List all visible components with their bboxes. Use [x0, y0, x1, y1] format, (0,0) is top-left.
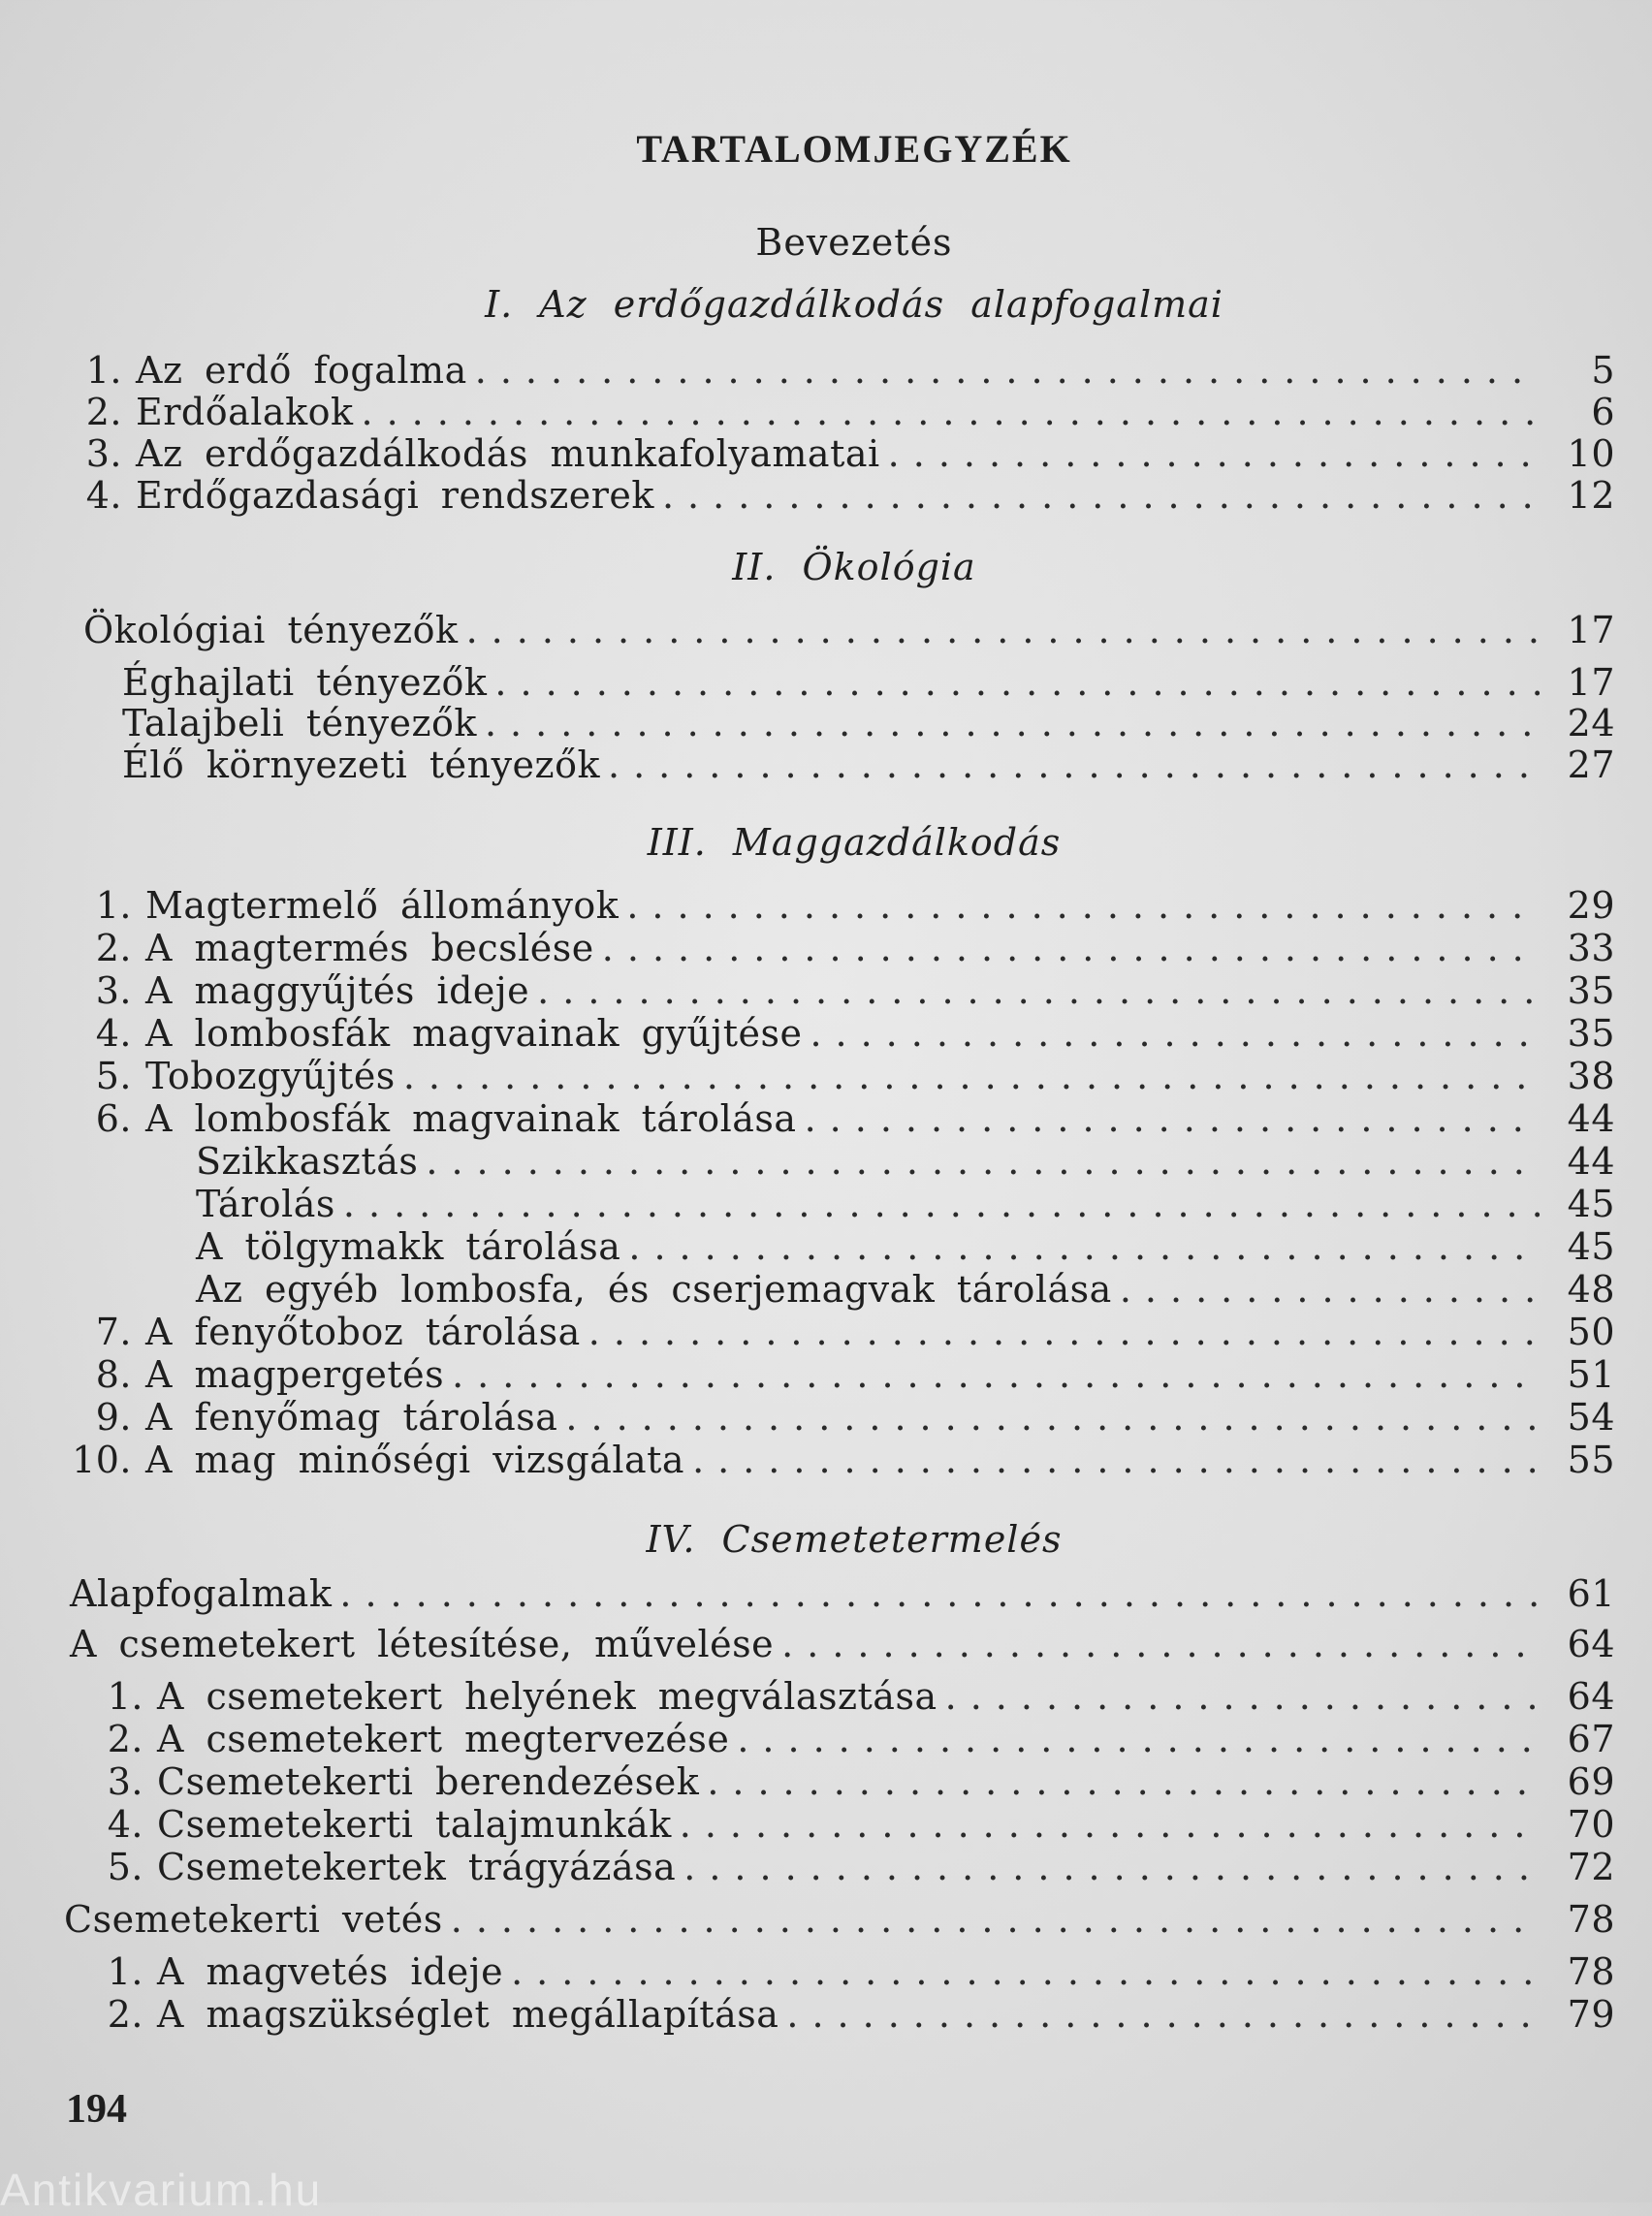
entry-page: 54 — [1567, 1396, 1615, 1439]
entry-title: A maggyűjtés ideje — [145, 969, 530, 1012]
section-heading-1: I. Az erdőgazdálkodás alapfogalmai — [485, 283, 1223, 326]
entry-number: 1. — [107, 1675, 143, 1718]
entry-title: Csemetekertek trágyázása — [157, 1846, 677, 1888]
entry-title: A lombosfák magvainak gyűjtése — [145, 1012, 803, 1055]
entry-title: A lombosfák magvainak tárolása — [145, 1097, 797, 1140]
entry-page: 27 — [1567, 744, 1615, 786]
entry-page: 67 — [1567, 1718, 1615, 1760]
leader-dots — [626, 884, 1540, 927]
entry-number: 8. — [95, 1353, 132, 1396]
toc-entry — [70, 1572, 1615, 1615]
entry-number: 1. — [107, 1950, 143, 1993]
entry-number: 6. — [95, 1097, 132, 1140]
entry-title: Erdőalakok — [136, 391, 354, 433]
entry-number: 10. — [72, 1439, 132, 1481]
entry-page: 29 — [1567, 884, 1615, 927]
entry-title: Tobozgyűjtés — [145, 1055, 396, 1097]
entry-number: 1. — [95, 884, 132, 927]
section-heading-4: IV. Csemetetermelés — [646, 1518, 1063, 1561]
leader-dots — [628, 1225, 1540, 1268]
entry-number: 9. — [95, 1396, 132, 1439]
toc-entry — [107, 1950, 1615, 1993]
entry-number: 4. — [107, 1803, 143, 1846]
toc-entry — [107, 1993, 1615, 2036]
toc-entry — [70, 1439, 1615, 1481]
entry-number: 2. — [107, 1718, 143, 1760]
entry-title: A tölgymakk tárolása — [196, 1225, 621, 1268]
leader-dots — [786, 1993, 1540, 2036]
toc-entry — [85, 349, 1615, 392]
entry-title: A fenyőmag tárolása — [145, 1396, 558, 1439]
toc-entry — [107, 1718, 1615, 1760]
entry-page: 33 — [1567, 927, 1615, 969]
leader-dots — [692, 1439, 1540, 1481]
leader-dots — [511, 1950, 1540, 1993]
leader-dots — [805, 1097, 1540, 1140]
leader-dots — [343, 1183, 1540, 1225]
entry-page: 35 — [1567, 969, 1615, 1012]
toc-entry — [85, 432, 1615, 475]
toc-entry — [93, 969, 1615, 1012]
entry-page: 48 — [1567, 1268, 1615, 1311]
entry-page: 70 — [1567, 1803, 1615, 1846]
leader-dots — [737, 1718, 1540, 1760]
leader-dots — [339, 1572, 1540, 1615]
entry-title: A mag minőségi vizsgálata — [145, 1439, 685, 1481]
page-title: TARTALOMJEGYZÉK — [636, 127, 1072, 171]
leader-dots — [683, 1846, 1540, 1888]
toc-entry — [83, 609, 1615, 651]
entry-page: 50 — [1567, 1311, 1615, 1353]
entry-title: Az erdő fogalma — [136, 349, 467, 392]
entry-number: 7. — [95, 1311, 132, 1353]
entry-number: 2. — [95, 927, 132, 969]
entry-title: A magpergetés — [145, 1353, 445, 1396]
entry-page: 55 — [1567, 1439, 1615, 1481]
toc-entry — [196, 1268, 1615, 1311]
leader-dots — [403, 1055, 1540, 1097]
entry-title: Tárolás — [196, 1183, 335, 1225]
entry-title: A csemetekert helyének megválasztása — [157, 1675, 937, 1718]
entry-title: A csemetekert létesítése, művelése — [70, 1623, 775, 1665]
entry-page: 51 — [1567, 1353, 1615, 1396]
leader-dots — [452, 1353, 1540, 1396]
leader-dots — [781, 1623, 1540, 1665]
entry-number: 4. — [85, 474, 122, 517]
toc-entry — [85, 474, 1615, 517]
entry-number: 5. — [95, 1055, 132, 1097]
entry-page: 38 — [1567, 1055, 1615, 1097]
toc-entry — [122, 661, 1615, 704]
entry-page: 79 — [1567, 1993, 1615, 2036]
entry-number: 2. — [85, 391, 122, 433]
entry-title: Alapfogalmak — [70, 1572, 333, 1615]
entry-number: 3. — [85, 432, 122, 475]
section-heading-3: III. Maggazdálkodás — [647, 821, 1062, 864]
leader-dots — [1120, 1268, 1540, 1311]
leader-dots — [588, 1311, 1540, 1353]
entry-number: 3. — [107, 1760, 143, 1803]
watermark: Antikvarium.hu — [0, 2165, 323, 2215]
entry-number: 3. — [95, 969, 132, 1012]
entry-title: Talajbeli tényezők — [122, 702, 477, 744]
entry-page: 35 — [1567, 1012, 1615, 1055]
toc-entry — [70, 1623, 1615, 1665]
leader-dots — [680, 1803, 1540, 1846]
entry-number: 2. — [107, 1993, 143, 2036]
entry-title: Erdőgazdasági rendszerek — [136, 474, 654, 517]
toc-entry — [93, 1055, 1615, 1097]
intro-heading: Bevezetés — [755, 221, 953, 264]
entry-title: A magszükséglet megállapítása — [157, 1993, 779, 2036]
entry-title: Magtermelő állományok — [145, 884, 620, 927]
leader-dots — [602, 927, 1540, 969]
toc-entry — [196, 1183, 1615, 1225]
toc-entry — [122, 744, 1615, 786]
entry-page: 78 — [1567, 1898, 1615, 1941]
entry-title: Szikkasztás — [196, 1140, 419, 1183]
leader-dots — [810, 1012, 1540, 1055]
entry-title: Csemetekerti vetés — [64, 1898, 443, 1941]
section-heading-2: II. Ökológia — [732, 546, 976, 588]
entry-title: Az erdőgazdálkodás munkafolyamatai — [136, 432, 880, 475]
entry-title: Az egyéb lombosfa, és cserjemagvak tárolása — [196, 1268, 1112, 1311]
toc-entry — [107, 1675, 1615, 1718]
leader-dots — [662, 474, 1540, 517]
leader-dots — [426, 1140, 1540, 1183]
toc-entry — [107, 1803, 1615, 1846]
entry-page: 72 — [1567, 1846, 1615, 1888]
toc-entry — [122, 702, 1615, 744]
entry-title: Ökológiai tényezők — [83, 609, 459, 651]
toc-entry — [107, 1846, 1615, 1888]
entry-number: 5. — [107, 1846, 143, 1888]
toc-entry — [196, 1140, 1615, 1183]
entry-number: 1. — [85, 349, 122, 392]
entry-page: 5 — [1591, 349, 1615, 392]
entry-title: Csemetekerti berendezések — [157, 1760, 700, 1803]
entry-page: 6 — [1591, 391, 1615, 433]
page-number: 194 — [66, 2087, 127, 2132]
toc-entry — [107, 1760, 1615, 1803]
entry-page: 78 — [1567, 1950, 1615, 1993]
toc-entry — [85, 391, 1615, 433]
leader-dots — [494, 661, 1540, 704]
entry-title: A csemetekert megtervezése — [157, 1718, 730, 1760]
entry-title: A fenyőtoboz tárolása — [145, 1311, 581, 1353]
entry-page: 45 — [1567, 1225, 1615, 1268]
entry-page: 17 — [1567, 661, 1615, 704]
entry-page: 69 — [1567, 1760, 1615, 1803]
toc-entry — [93, 1353, 1615, 1396]
entry-title: Csemetekerti talajmunkák — [157, 1803, 672, 1846]
leader-dots — [945, 1675, 1540, 1718]
entry-page: 61 — [1567, 1572, 1615, 1615]
entry-page: 17 — [1567, 609, 1615, 651]
leader-dots — [485, 702, 1540, 744]
toc-entry — [64, 1898, 1615, 1941]
entry-page: 64 — [1567, 1623, 1615, 1665]
toc-entry — [93, 1012, 1615, 1055]
leader-dots — [707, 1760, 1540, 1803]
entry-number: 4. — [95, 1012, 132, 1055]
entry-title: Élő környezeti tényezők — [122, 744, 600, 786]
entry-page: 44 — [1567, 1140, 1615, 1183]
toc-entry — [93, 1097, 1615, 1140]
entry-title: A magvetés ideje — [157, 1950, 504, 1993]
leader-dots — [451, 1898, 1540, 1941]
toc-entry — [93, 1396, 1615, 1439]
leader-dots — [537, 969, 1540, 1012]
entry-page: 45 — [1567, 1183, 1615, 1225]
entry-page: 64 — [1567, 1675, 1615, 1718]
leader-dots — [608, 744, 1540, 786]
entry-page: 10 — [1567, 432, 1615, 475]
toc-entry — [93, 927, 1615, 969]
entry-title: Éghajlati tényezők — [122, 661, 488, 704]
leader-dots — [475, 349, 1540, 392]
leader-dots — [466, 609, 1540, 651]
leader-dots — [565, 1396, 1540, 1439]
entry-page: 44 — [1567, 1097, 1615, 1140]
leader-dots — [362, 391, 1540, 433]
toc-entry — [93, 1311, 1615, 1353]
leader-dots — [888, 432, 1540, 475]
entry-page: 24 — [1567, 702, 1615, 744]
entry-page: 12 — [1567, 474, 1615, 517]
toc-entry — [196, 1225, 1615, 1268]
toc-entry — [93, 884, 1615, 927]
entry-title: A magtermés becslése — [145, 927, 594, 969]
